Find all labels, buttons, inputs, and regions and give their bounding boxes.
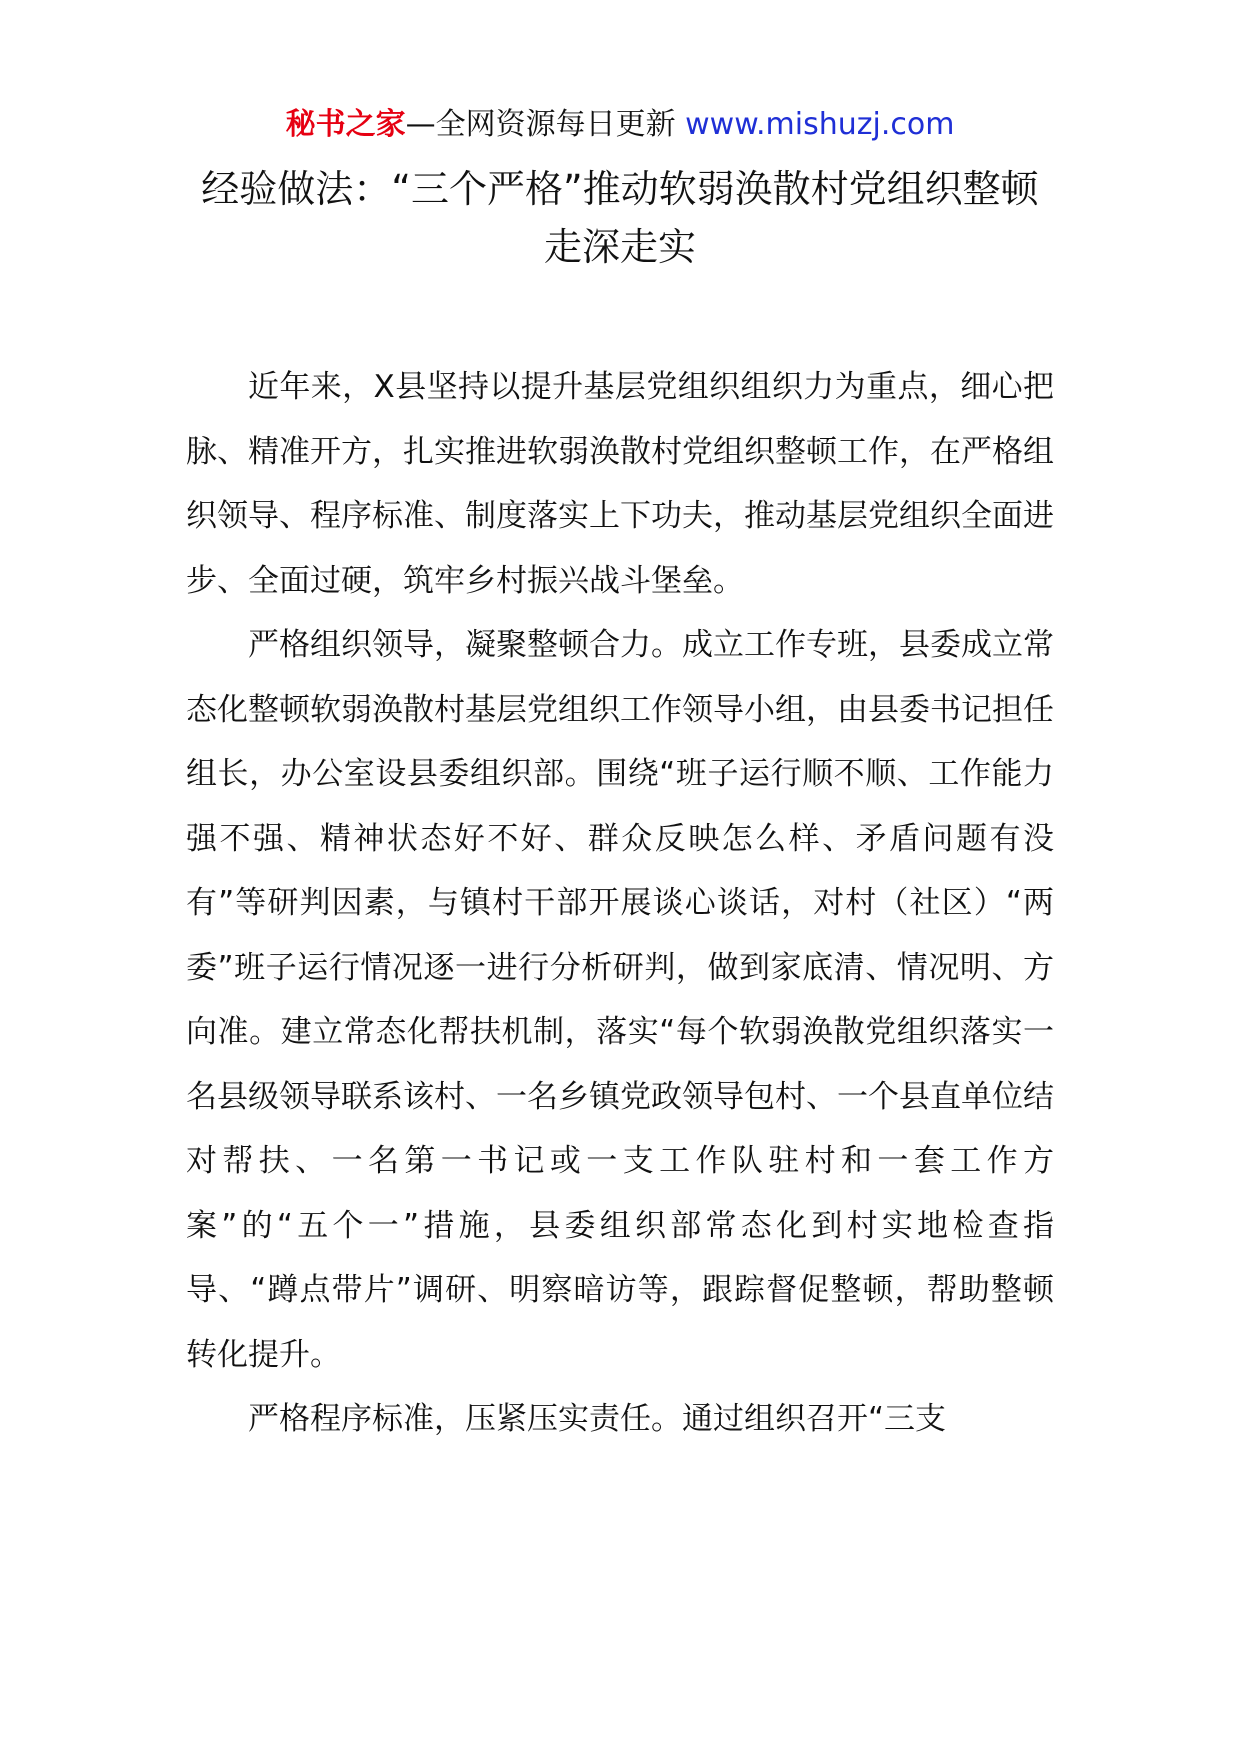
document-title: 经验做法：“三个严格”推动软弱涣散村党组织整顿走深走实: [201, 167, 1039, 269]
site-brand: 秘书之家: [285, 107, 406, 142]
paragraph: 严格组织领导，凝聚整顿合力。成立工作专班，县委成立常态化整顿软弱涣散村基层党组织工作领导小组，由县委书记担任组长，办公室设县委组织部。围绕“班子运行顺不顺、工作能力强不强、精神状态好不好、群众反映怎么样、矛盾问题有没有”等研判因素，与镇村干部开展谈心谈话，对村（社区）“两委”班子运行情况逐一进行分析研判，做到家底清、情况明、方向准。建立常态化帮扶机制，落实“每个软弱涣散党组织落实一名县级领导联系该村、一名乡镇党政领导包村、一个县直单位结对帮扶、一名第一书记或一支工作队驻村和一套工作方案”的“五个一”措施，县委组织部常态化到村实地检查指导、“蹲点带片”调研、明察暗访等，跟踪督促整顿，帮助整顿转化提升。: [186, 627, 1054, 1373]
paragraph: 近年来，X县坚持以提升基层党组织组织力为重点，细心把脉、精准开方，扎实推进软弱涣散村党组织整顿工作，在严格组织领导、程序标准、制度落实上下功夫，推动基层党组织全面进步、全面过硬，筑牢乡村振兴战斗堡垒。: [186, 369, 1054, 599]
paragraph: 严格程序标准，压紧压实责任。通过组织召开“三支: [248, 1401, 947, 1437]
document-body: [186, 355, 1054, 1452]
site-tagline: —全网资源每日更新: [405, 107, 676, 142]
site-header: [0, 100, 1240, 150]
site-url-link[interactable]: www.mishuzj.com: [685, 107, 955, 142]
